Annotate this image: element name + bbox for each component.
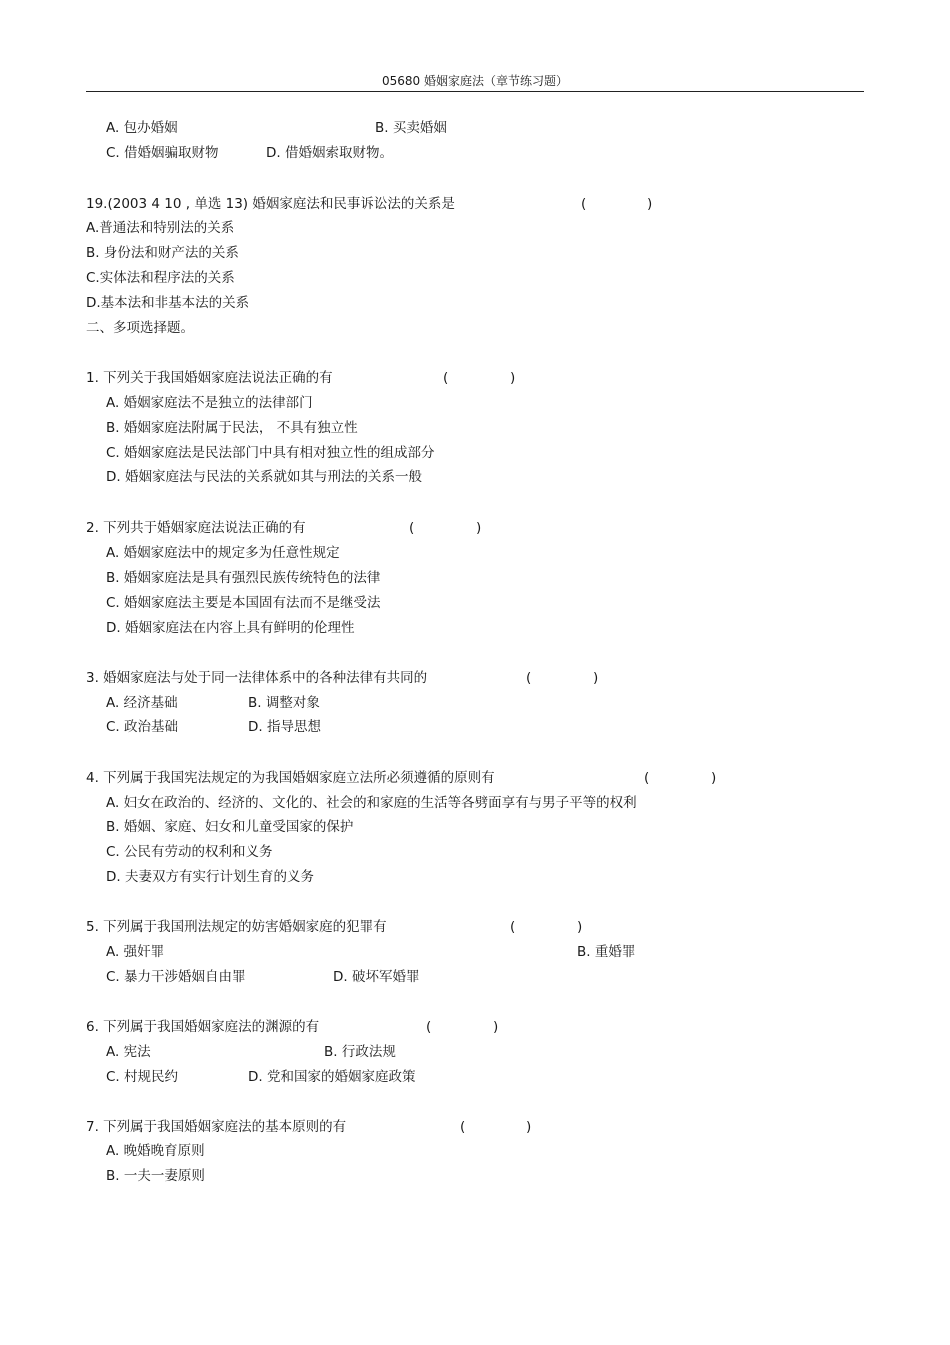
option-a: A. 晚婚晚育原则 xyxy=(106,1143,205,1159)
option-c: C. 暴力干涉婚姻自由罪 xyxy=(106,969,246,985)
answer-blank-close: ) xyxy=(577,919,583,935)
option-d: D. 破坏军婚罪 xyxy=(333,969,420,985)
answer-blank-close: ) xyxy=(711,770,717,786)
header-divider xyxy=(86,91,864,92)
answer-blank-open: ( xyxy=(526,670,532,686)
option-c: C. 婚姻家庭法是民法部门中具有相对独立性的组成部分 xyxy=(106,445,435,461)
answer-blank-open: ( xyxy=(510,919,516,935)
question-stem: 5. 下列属于我国刑法规定的妨害婚姻家庭的犯罪有 xyxy=(86,919,387,935)
answer-blank-close: ) xyxy=(476,520,482,536)
question-stem: 7. 下列属于我国婚姻家庭法的基本原则的有 xyxy=(86,1119,347,1135)
option-a: A. 经济基础 xyxy=(106,695,178,711)
answer-blank-open: ( xyxy=(426,1019,432,1035)
option-a: A. 婚姻家庭法不是独立的法律部门 xyxy=(106,395,313,411)
option-d: D. 党和国家的婚姻家庭政策 xyxy=(248,1069,416,1085)
option-a: A.普通法和特别法的关系 xyxy=(86,220,235,236)
answer-blank-open: ( xyxy=(581,196,587,212)
option-c: C. 村规民约 xyxy=(106,1069,179,1085)
question-stem: 6. 下列属于我国婚姻家庭法的渊源的有 xyxy=(86,1019,320,1035)
option-d: D. 婚姻家庭法在内容上具有鲜明的伦理性 xyxy=(106,620,355,636)
option-d: D. 指导思想 xyxy=(248,719,321,735)
option-c: C.实体法和程序法的关系 xyxy=(86,270,235,286)
option-c: C. 公民有劳动的权利和义务 xyxy=(106,844,273,860)
option-a: A. 宪法 xyxy=(106,1044,151,1060)
answer-blank-open: ( xyxy=(460,1119,466,1135)
answer-blank-close: ) xyxy=(647,196,653,212)
option-c: C. 借婚姻骗取财物 xyxy=(106,145,219,161)
question-stem: 2. 下列共于婚姻家庭法说法正确的有 xyxy=(86,520,306,536)
answer-blank-close: ) xyxy=(526,1119,532,1135)
option-a: A. 强奸罪 xyxy=(106,944,165,960)
option-d: D. 婚姻家庭法与民法的关系就如其与刑法的关系一般 xyxy=(106,469,422,485)
answer-blank-close: ) xyxy=(493,1019,499,1035)
option-c: C. 婚姻家庭法主要是本国固有法而不是继受法 xyxy=(106,595,381,611)
option-a: A. 包办婚姻 xyxy=(106,120,178,136)
answer-blank-open: ( xyxy=(644,770,650,786)
option-a: A. 妇女在政治的、经济的、文化的、社会的和家庭的生活等各劈面享有与男子平等的权利 xyxy=(106,795,637,811)
option-b: B. 行政法规 xyxy=(324,1044,396,1060)
option-c: C. 政治基础 xyxy=(106,719,179,735)
question-stem: 19.(2003 4 10 , 单选 13) 婚姻家庭法和民事诉讼法的关系是 xyxy=(86,196,455,212)
answer-blank-close: ) xyxy=(510,370,516,386)
answer-blank-close: ) xyxy=(593,670,599,686)
option-b: B. 一夫一妻原则 xyxy=(106,1168,205,1184)
option-b: B. 重婚罪 xyxy=(577,944,636,960)
answer-blank-open: ( xyxy=(443,370,449,386)
answer-blank-open: ( xyxy=(409,520,415,536)
page-header: 05680 婚姻家庭法（章节练习题） xyxy=(382,74,568,88)
option-b: B. 婚姻家庭法是具有强烈民族传统特色的法律 xyxy=(106,570,381,586)
option-b: B. 买卖婚姻 xyxy=(375,120,447,136)
option-b: B. 身份法和财产法的关系 xyxy=(86,245,239,261)
option-b: B. 调整对象 xyxy=(248,695,320,711)
section-heading: 二、多项选择题。 xyxy=(86,320,194,336)
option-b: B. 婚姻家庭法附属于民法， 不具有独立性 xyxy=(106,420,358,436)
question-stem: 4. 下列属于我国宪法规定的为我国婚姻家庭立法所必须遵循的原则有 xyxy=(86,770,495,786)
question-stem: 3. 婚姻家庭法与处于同一法律体系中的各种法律有共同的 xyxy=(86,670,428,686)
option-a: A. 婚姻家庭法中的规定多为任意性规定 xyxy=(106,545,340,561)
option-b: B. 婚姻、家庭、妇女和儿童受国家的保护 xyxy=(106,819,354,835)
option-d: D. 夫妻双方有实行计划生育的义务 xyxy=(106,869,314,885)
question-stem: 1. 下列关于我国婚姻家庭法说法正确的有 xyxy=(86,370,333,386)
option-d: D. 借婚姻索取财物。 xyxy=(266,145,393,161)
option-d: D.基本法和非基本法的关系 xyxy=(86,295,250,311)
